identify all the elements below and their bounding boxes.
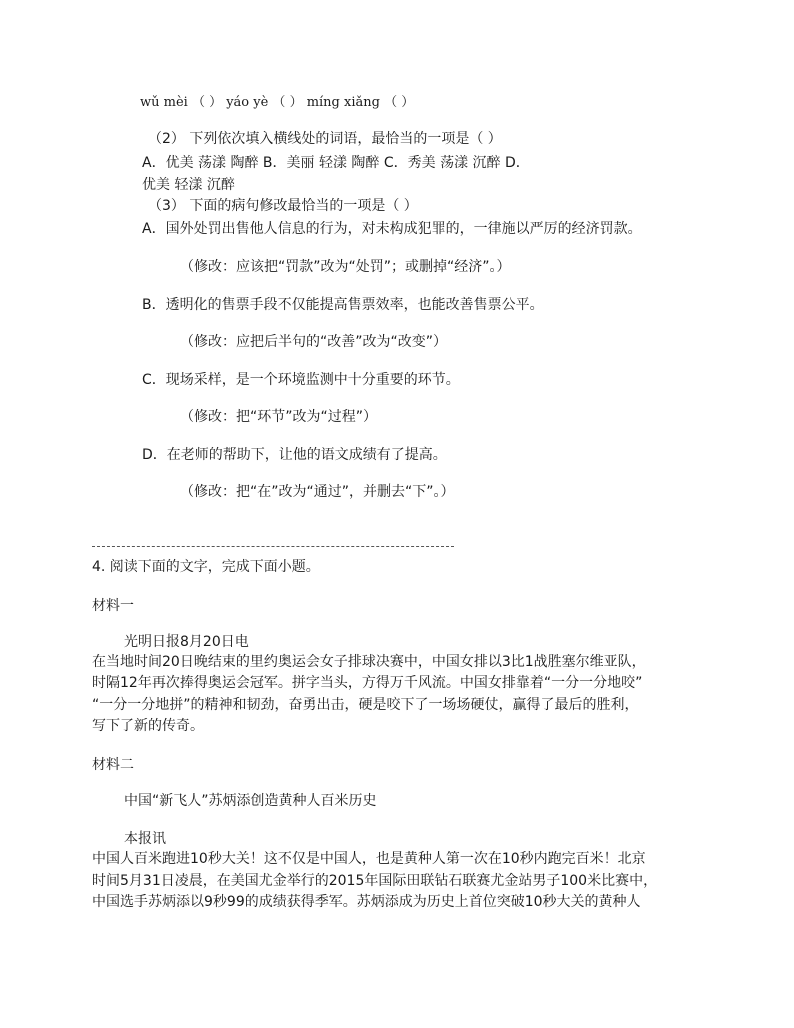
question-4-stem: 4. 阅读下面的文字，完成下面小题。 <box>92 559 320 575</box>
option-d-fix: （修改：把“在”改为“通过”，并删去“下”。） <box>180 484 455 500</box>
option-c-fix: （修改：把“环节”改为“过程”） <box>180 409 378 425</box>
material-1-label: 材料一 <box>92 598 134 614</box>
option-b: B．透明化的售票手段不仅能提高售票效率，也能改善售票公平。 <box>142 297 544 313</box>
option-c: C．现场采样，是一个环境监测中十分重要的环节。 <box>142 372 460 388</box>
material-2-paragraph-line-3: 中国选手苏炳添以9秒99的成绩获得季军。苏炳添成为历史上首位突破10秒大关的黄种人 <box>92 894 641 910</box>
material-1-paragraph-line-2: 时隔12年再次捧得奥运会冠军。拼字当头，方得万千风流。中国女排靠着“一分一分地咬” <box>92 675 643 691</box>
material-1-dateline: 光明日报8月20日电 <box>124 634 249 650</box>
question-2-options-line-1: A．优美 荡漾 陶醉 B．美丽 轻漾 陶醉 C．秀美 荡漾 沉醉 D． <box>142 155 530 171</box>
material-2-title: 中国“新飞人”苏炳添创造黄种人百米历史 <box>124 793 377 809</box>
section-divider <box>92 546 454 547</box>
material-2-dateline: 本报讯 <box>124 831 166 847</box>
option-a: A．国外处罚出售他人信息的行为，对未构成犯罪的，一律施以严厉的经济罚款。 <box>142 221 642 237</box>
material-1-paragraph-line-3: “一分一分地拼”的精神和韧劲，奋勇出击，硬是咬下了一场场硬仗，赢得了最后的胜利， <box>92 697 639 713</box>
option-a-fix: （修改：应该把“罚款”改为“处罚”；或删掉“经济”。） <box>180 259 511 275</box>
question-3-stem: （3） 下面的病句修改最恰当的一项是（ ） <box>148 198 418 214</box>
option-b-fix: （修改：应把后半句的“改善”改为“改变”） <box>180 334 448 350</box>
question-2-stem: （2） 下列依次填入横线处的词语，最恰当的一项是（ ） <box>148 131 502 147</box>
pinyin-line: wǔ mèi （ ） yáo yè （ ） míng xiǎng （ ） <box>140 95 415 110</box>
material-2-paragraph-line-1: 中国人百米跑进10秒大关！这不仅是中国人，也是黄种人第一次在10秒内跑完百米！北京 <box>92 851 646 867</box>
material-2-label: 材料二 <box>92 757 134 773</box>
material-1-paragraph-line-1: 在当地时间20日晚结束的里约奥运会女子排球决赛中，中国女排以3比1战胜塞尔维亚队， <box>92 654 646 670</box>
option-d: D．在老师的帮助下，让他的语文成绩有了提高。 <box>142 447 447 463</box>
material-1-paragraph-line-4: 写下了新的传奇。 <box>92 718 204 734</box>
material-2-paragraph-line-2: 时间5月31日凌晨，在美国尤金举行的2015年国际田联钻石联赛尤金站男子100米比赛中， <box>92 873 658 889</box>
question-2-options-line-2: 优美 轻漾 沉醉 <box>142 177 235 193</box>
